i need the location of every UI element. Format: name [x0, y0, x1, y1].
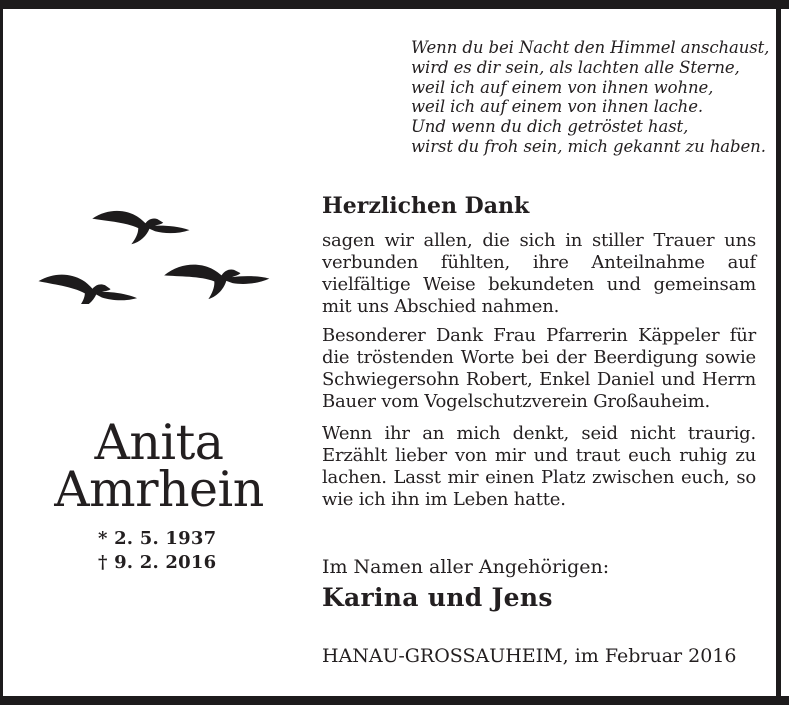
poem-line: wirst du froh sein, mich gekannt zu haben.: [411, 136, 766, 156]
thanks-paragraph: Wenn ihr an mich denkt, seid nicht traurig. Erzählt lieber von mir und traut euch ruhig zu lachen. Lasst mir einen Platz zwischen euch, so wie ich ihn im Leben hatte.: [322, 423, 756, 510]
poem-line: wird es dir sein, als lachten alle Sterne,: [411, 57, 740, 77]
poem-line: weil ich auf einem von ihnen lache.: [411, 97, 704, 117]
place-date-line: HANAU-GROSSAUHEIM, im Februar 2016: [322, 645, 737, 667]
in-name-of-line: Im Namen aller Angehörigen:: [322, 556, 610, 578]
thanks-paragraph: sagen wir allen, die sich in stiller Trauer uns verbunden fühlten, ihre Anteilnahme auf vielfältige Weise bekundeten und gemeinsam mit uns Abschied nahmen.: [322, 230, 756, 317]
thanks-column: [322, 193, 756, 668]
thanks-heading: Herzlichen Dank: [322, 193, 530, 219]
poem-line: weil ich auf einem von ihnen wohne,: [411, 77, 714, 97]
frame-left-border: [0, 9, 3, 696]
thanks-paragraph: Besonderer Dank Frau Pfarrerin Käppeler für die tröstenden Worte bei der Beerdigung sowie Schwiegersohn Robert, Enkel Daniel und Herrn Bauer vom Vogelschutzverein Großauheim.: [322, 325, 756, 412]
memorial-poem: [411, 38, 770, 157]
flying-birds-icon: [28, 192, 273, 304]
poem-line: Und wenn du dich getröstet hast,: [411, 117, 689, 137]
life-dates: [98, 527, 216, 574]
poem-line: Wenn du bei Nacht den Himmel anschaust,: [411, 38, 770, 57]
deceased-name: [40, 414, 278, 518]
death-date: † 9. 2. 2016: [98, 551, 217, 573]
deceased-first-name: Anita: [94, 414, 224, 471]
frame-top-border: [0, 0, 789, 9]
birth-date: * 2. 5. 1937: [98, 528, 217, 549]
family-names: Karina und Jens: [322, 583, 553, 612]
frame-bottom-border: [0, 696, 789, 705]
frame-right-border: [776, 9, 781, 696]
deceased-last-name: Amrhein: [54, 461, 264, 518]
